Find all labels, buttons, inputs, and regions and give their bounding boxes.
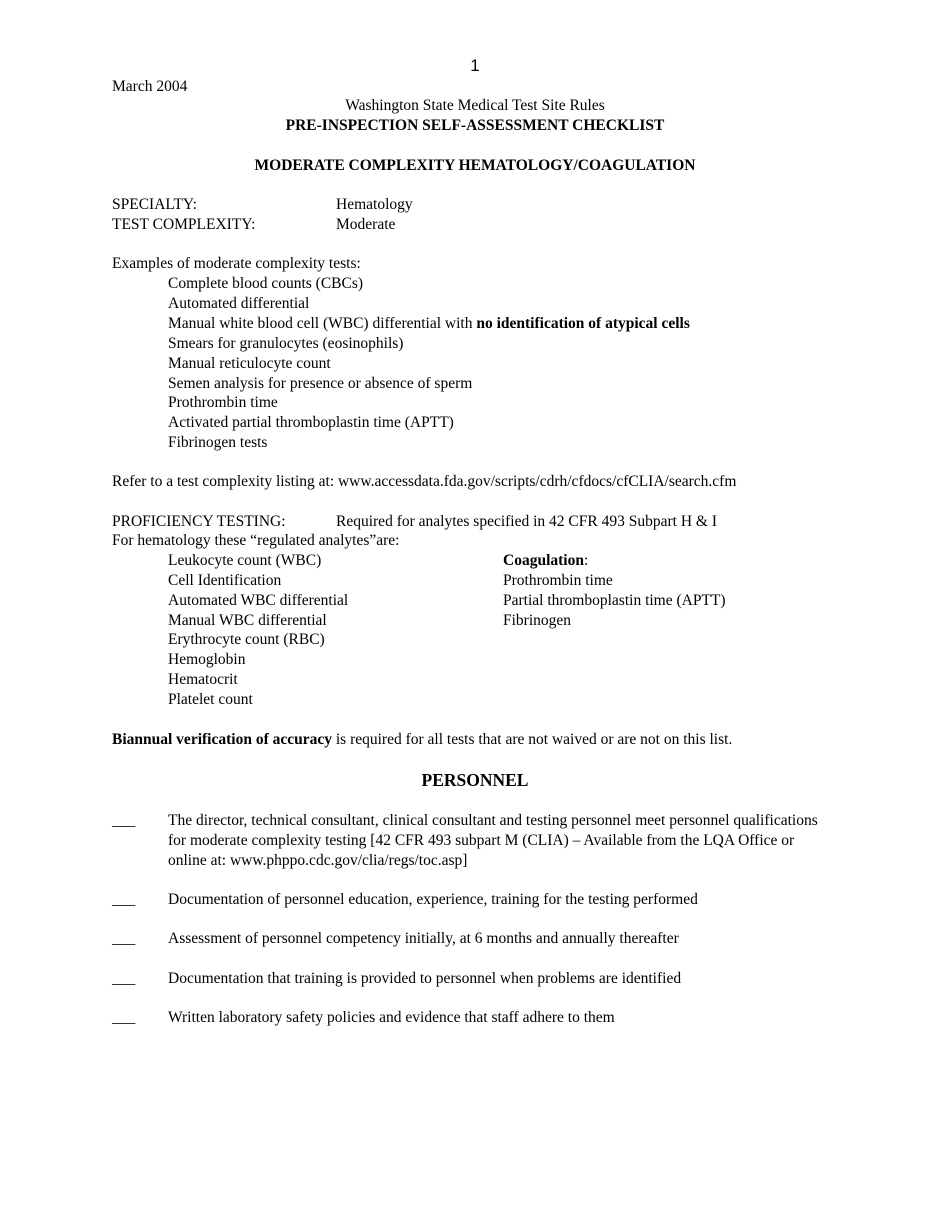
coagulation-analyte: Prothrombin time (503, 572, 613, 589)
coagulation-analyte: Fibrinogen (503, 612, 572, 629)
coagulation-title: Coagulation (503, 552, 584, 569)
checkbox-blank[interactable]: ___ (112, 1009, 136, 1026)
examples-intro: Examples of moderate complexity tests: (112, 255, 361, 272)
checkbox-blank[interactable]: ___ (112, 812, 136, 829)
hematology-analyte: Erythrocyte count (RBC) (168, 631, 325, 648)
hematology-analyte: Automated WBC differential (168, 592, 349, 609)
header-line2: PRE-INSPECTION SELF-ASSESSMENT CHECKLIST (285, 117, 665, 134)
specialty-value: Hematology (336, 196, 413, 213)
analytes-intro: For hematology these “regulated analytes”are: (112, 532, 400, 549)
specialty-label: SPECIALTY: (112, 196, 197, 213)
example-item: Prothrombin time (168, 394, 278, 411)
checklist-item: Documentation of personnel education, experience, training for the testing performed (168, 891, 698, 908)
hematology-analyte: Cell Identification (168, 572, 282, 589)
personnel-heading: PERSONNEL (421, 770, 529, 790)
biannual-rest: is required for all tests that are not waived or are not on this list. (332, 731, 733, 748)
coagulation-analyte: Partial thromboplastin time (APTT) (503, 592, 726, 609)
checkbox-blank[interactable]: ___ (112, 930, 136, 947)
coagulation-colon: : (583, 552, 589, 569)
checkbox-blank[interactable]: ___ (112, 891, 136, 908)
checkbox-blank[interactable]: ___ (112, 970, 136, 987)
refer-line: Refer to a test complexity listing at: www.accessdata.fda.gov/scripts/cdrh/cfdocs/cfCLIA/search.cfm (112, 473, 737, 490)
example-item: Smears for granulocytes (eosinophils) (168, 335, 404, 352)
page-number: 1 (470, 56, 480, 75)
example-item: Semen analysis for presence or absence of sperm (168, 375, 473, 392)
hematology-analyte: Platelet count (168, 691, 253, 708)
coagulation-heading (503, 551, 588, 571)
example-item: Automated differential (168, 295, 310, 312)
hematology-analyte: Hemoglobin (168, 651, 246, 668)
header-line1: Washington State Medical Test Site Rules (345, 97, 605, 114)
checklist-item: Assessment of personnel competency initially, at 6 months and annually thereafter (168, 930, 679, 947)
hematology-analyte: Manual WBC differential (168, 612, 327, 629)
example-item-wbc (168, 314, 690, 334)
biannual-note (112, 730, 732, 750)
example-item: Complete blood counts (CBCs) (168, 275, 364, 292)
section-title: MODERATE COMPLEXITY HEMATOLOGY/COAGULATION (254, 157, 696, 174)
example-item: Activated partial thromboplastin time (APTT) (168, 414, 454, 431)
proficiency-value: Required for analytes specified in 42 CFR 493 Subpart H & I (336, 513, 717, 530)
hematology-analyte: Leukocyte count (WBC) (168, 552, 322, 569)
wbc-emphasis: no identification of atypical cells (476, 315, 690, 332)
proficiency-label: PROFICIENCY TESTING: (112, 513, 286, 530)
document-date: March 2004 (112, 78, 188, 95)
checklist-item: Documentation that training is provided to personnel when problems are identified (168, 970, 682, 987)
example-item: Manual reticulocyte count (168, 355, 331, 372)
checklist-item: Written laboratory safety policies and evidence that staff adhere to them (168, 1009, 615, 1026)
wbc-prefix: Manual white blood cell (WBC) differential with (168, 315, 477, 332)
complexity-label: TEST COMPLEXITY: (112, 216, 256, 233)
example-item: Fibrinogen tests (168, 434, 268, 451)
hematology-analyte: Hematocrit (168, 671, 238, 688)
biannual-emphasis: Biannual verification of accuracy (112, 731, 332, 748)
complexity-value: Moderate (336, 216, 396, 233)
checklist-item: The director, technical consultant, clinical consultant and testing personnel meet personnel qualifications for moderate complexity testing [42 CFR 493 subpart M (CLIA) – Available from the LQA Office or online at: www.phppo.cdc.gov/clia/regs/toc.asp] (168, 812, 818, 869)
